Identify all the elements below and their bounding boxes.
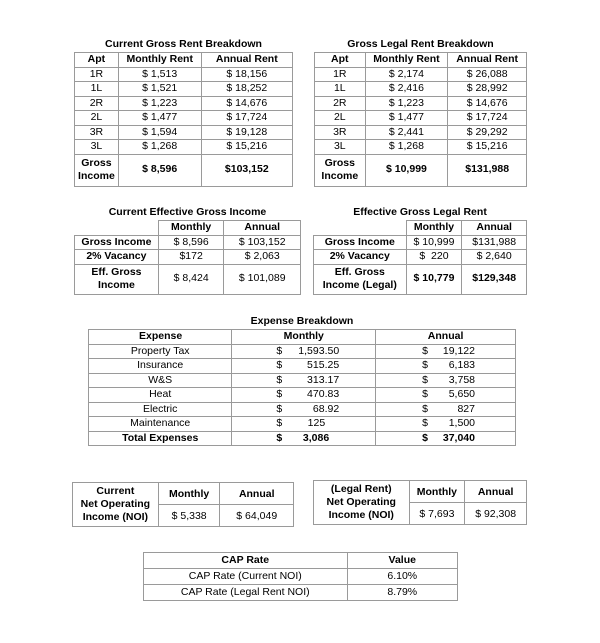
table-row	[75, 140, 293, 155]
column-header: Annual Rent	[201, 53, 292, 68]
amount: 827	[457, 402, 475, 415]
total-expenses-label: Total Expenses	[89, 431, 232, 446]
gross-income-annual: $131,988	[448, 154, 527, 186]
gross-income-label-line: Income	[321, 170, 359, 182]
annual-cell: $ 29,292	[448, 125, 527, 140]
annual-cell	[376, 373, 516, 388]
currency-symbol: $	[276, 359, 283, 371]
table-row	[314, 235, 527, 250]
currency-symbol: $	[276, 417, 283, 429]
table-row	[144, 585, 458, 601]
apt-cell: 2R	[315, 96, 366, 111]
column-header: Annual Rent	[448, 53, 527, 68]
monthly-cell: $ 220	[406, 250, 462, 265]
cap-rate-label: CAP Rate (Current NOI)	[144, 569, 348, 585]
apt-cell: 1R	[315, 67, 366, 82]
column-header: Annual	[224, 221, 301, 236]
annual-cell: $ 15,216	[448, 140, 527, 155]
gross-income-label	[75, 154, 119, 186]
currency-symbol: $	[422, 417, 429, 429]
cap-rate-value: 6.10%	[347, 569, 457, 585]
noi-label	[314, 481, 410, 525]
annual-cell	[376, 417, 516, 432]
amount: 1,593.50	[298, 344, 340, 357]
cap-rate-table	[143, 552, 458, 601]
annual-cell	[376, 359, 516, 374]
expense-name: Insurance	[89, 359, 232, 374]
monthly-cell: $172	[158, 250, 224, 265]
annual-cell: $ 28,992	[448, 82, 527, 97]
table-row	[314, 481, 527, 503]
current-gross-rent-section	[74, 38, 293, 187]
annual-cell: $ 101,089	[224, 264, 301, 294]
table-header-row	[75, 221, 301, 236]
expense-table	[88, 329, 516, 446]
noi-label	[73, 483, 159, 527]
expense-name: Maintenance	[89, 417, 232, 432]
gross-income-row	[315, 154, 527, 186]
gross-income-monthly: $ 8,596	[118, 154, 201, 186]
row-label: 2% Vacancy	[75, 250, 159, 265]
table-header-row	[89, 330, 516, 345]
apt-cell: 2R	[75, 96, 119, 111]
annual-cell	[376, 431, 516, 446]
currency-symbol: $	[422, 431, 429, 444]
column-header: Value	[347, 553, 457, 569]
current-egi-table	[74, 220, 301, 295]
gross-income-row	[75, 154, 293, 186]
annual-cell: $131,988	[462, 235, 527, 250]
annual-cell	[376, 344, 516, 359]
current-noi-section	[72, 482, 294, 527]
noi-label-line: Income (NOI)	[82, 511, 149, 523]
table-row	[75, 82, 293, 97]
amount: 37,040	[442, 431, 475, 444]
row-label	[314, 264, 407, 294]
annual-cell	[376, 402, 516, 417]
row-label: Gross Income	[75, 235, 159, 250]
cap-rate-label: CAP Rate (Legal Rent NOI)	[144, 585, 348, 601]
column-header: Monthly	[409, 481, 465, 503]
expense-name: W&S	[89, 373, 232, 388]
row-label: Gross Income	[314, 235, 407, 250]
currency-symbol: $	[276, 388, 283, 400]
expense-name: Electric	[89, 402, 232, 417]
noi-label-line: (Legal Rent)	[330, 483, 392, 495]
monthly-cell	[232, 417, 376, 432]
annual-cell: $ 19,128	[201, 125, 292, 140]
monthly-cell	[232, 402, 376, 417]
table-row	[75, 125, 293, 140]
currency-symbol: $	[276, 402, 283, 415]
table-row	[75, 235, 301, 250]
annual-cell: $ 103,152	[224, 235, 301, 250]
column-header: Monthly	[158, 483, 220, 505]
annual-cell: $ 15,216	[201, 140, 292, 155]
legal-noi-section	[313, 480, 527, 525]
monthly-cell: $ 2,416	[365, 82, 448, 97]
table-row	[73, 483, 294, 505]
column-header: Apt	[75, 53, 119, 68]
column-header: Annual	[465, 481, 527, 503]
row-label	[75, 264, 159, 294]
apt-cell: 2L	[315, 111, 366, 126]
gross-income-label-line: Gross	[81, 156, 112, 169]
column-header: Monthly Rent	[118, 53, 201, 68]
table-row	[89, 373, 516, 388]
expense-name: Heat	[89, 388, 232, 403]
monthly-cell	[232, 359, 376, 374]
amount: 313.17	[307, 373, 340, 386]
monthly-cell: $ 2,174	[365, 67, 448, 82]
annual-cell: $ 17,724	[201, 111, 292, 126]
table-row	[315, 82, 527, 97]
amount: 3,758	[448, 373, 475, 386]
monthly-cell	[232, 344, 376, 359]
current-gross-rent-table	[74, 52, 293, 187]
amount: 5,650	[448, 388, 475, 400]
table-row	[75, 111, 293, 126]
annual-cell: $ 17,724	[448, 111, 527, 126]
amount: 6,183	[448, 359, 475, 371]
annual-cell: $ 26,088	[448, 67, 527, 82]
annual-cell: $ 18,252	[201, 82, 292, 97]
currency-symbol: $	[276, 344, 283, 357]
row-label-line: Eff. Gross	[91, 265, 142, 278]
gross-income-annual: $103,152	[201, 154, 292, 186]
legal-egi-title: Effective Gross Legal Rent	[353, 206, 487, 218]
apt-cell: 1L	[315, 82, 366, 97]
apt-cell: 3R	[315, 125, 366, 140]
column-header: Annual	[462, 221, 527, 236]
monthly-cell	[232, 388, 376, 403]
current-egi-section	[74, 206, 301, 295]
column-header: Annual	[220, 483, 294, 505]
annual-cell: $ 18,156	[201, 67, 292, 82]
table-row	[75, 96, 293, 111]
noi-label-line: Net Operating	[326, 496, 396, 508]
table-row	[315, 96, 527, 111]
noi-label-line: Net Operating	[80, 498, 151, 510]
currency-symbol: $	[422, 388, 429, 400]
empty-header-cell	[314, 221, 407, 236]
monthly-cell: $ 1,594	[118, 125, 201, 140]
table-row	[75, 67, 293, 82]
amount: 515.25	[307, 359, 340, 371]
empty-header-cell	[75, 221, 159, 236]
expense-section	[88, 315, 516, 446]
currency-symbol: $	[422, 373, 429, 386]
legal-egi-table	[313, 220, 527, 295]
monthly-cell: $ 8,424	[158, 264, 224, 294]
column-header: Annual	[376, 330, 516, 345]
apt-cell: 2L	[75, 111, 119, 126]
column-header: Monthly	[232, 330, 376, 345]
current-egi-title: Current Effective Gross Income	[108, 206, 267, 218]
legal-noi-table	[313, 480, 527, 525]
monthly-cell: $ 2,441	[365, 125, 448, 140]
table-row	[89, 417, 516, 432]
monthly-cell: $ 1,477	[365, 111, 448, 126]
table-row	[144, 569, 458, 585]
noi-label-line: Income (NOI)	[328, 509, 394, 521]
currency-symbol: $	[422, 402, 429, 415]
legal-gross-rent-title: Gross Legal Rent Breakdown	[347, 38, 494, 50]
monthly-cell: $ 1,521	[118, 82, 201, 97]
amount: 1,500	[448, 417, 475, 429]
row-label-line: Income	[98, 279, 135, 291]
annual-cell: $ 2,640	[462, 250, 527, 265]
table-row	[89, 359, 516, 374]
monthly-cell	[232, 373, 376, 388]
table-row	[315, 67, 527, 82]
monthly-cell: $ 1,513	[118, 67, 201, 82]
cap-rate-value: 8.79%	[347, 585, 457, 601]
amount: 125	[307, 417, 326, 429]
table-row	[89, 388, 516, 403]
currency-symbol: $	[276, 373, 283, 386]
current-gross-rent-title: Current Gross Rent Breakdown	[105, 38, 262, 50]
currency-symbol: $	[422, 344, 429, 357]
gross-income-label	[315, 154, 366, 186]
monthly-cell: $ 10,779	[406, 264, 462, 294]
currency-symbol: $	[276, 431, 283, 444]
row-label-line: Income (Legal)	[322, 279, 397, 291]
currency-symbol: $	[422, 359, 429, 371]
monthly-cell: $ 1,268	[118, 140, 201, 155]
column-header: Expense	[89, 330, 232, 345]
legal-egi-section	[313, 206, 527, 295]
gross-income-label-line: Income	[78, 170, 115, 182]
monthly-cell: $ 1,477	[118, 111, 201, 126]
table-row	[75, 250, 301, 265]
apt-cell: 3L	[315, 140, 366, 155]
annual-cell: $ 2,063	[224, 250, 301, 265]
column-header: Apt	[315, 53, 366, 68]
column-header: Monthly Rent	[365, 53, 448, 68]
gross-income-label-line: Gross	[324, 156, 355, 169]
column-header: Monthly	[406, 221, 462, 236]
noi-monthly: $ 5,338	[158, 505, 220, 527]
amount: 3,086	[302, 431, 330, 444]
monthly-cell: $ 10,999	[406, 235, 462, 250]
noi-label-line: Current	[96, 485, 135, 497]
cap-rate-section	[143, 552, 458, 601]
table-header-row	[75, 53, 293, 68]
apt-cell: 1R	[75, 67, 119, 82]
expense-name: Property Tax	[89, 344, 232, 359]
table-header-row	[314, 221, 527, 236]
effective-gross-row	[314, 264, 527, 294]
annual-cell: $129,348	[462, 264, 527, 294]
gross-income-monthly: $ 10,999	[365, 154, 448, 186]
legal-gross-rent-table	[314, 52, 527, 187]
noi-monthly: $ 7,693	[409, 503, 465, 525]
table-row	[315, 125, 527, 140]
monthly-cell: $ 1,223	[118, 96, 201, 111]
table-header-row	[315, 53, 527, 68]
noi-annual: $ 92,308	[465, 503, 527, 525]
row-label: 2% Vacancy	[314, 250, 407, 265]
current-noi-table	[72, 482, 294, 527]
monthly-cell: $ 1,223	[365, 96, 448, 111]
apt-cell: 3R	[75, 125, 119, 140]
expense-title: Expense Breakdown	[250, 315, 354, 327]
noi-annual: $ 64,049	[220, 505, 294, 527]
amount: 470.83	[307, 388, 340, 400]
table-row	[315, 140, 527, 155]
table-row	[315, 111, 527, 126]
monthly-cell: $ 8,596	[158, 235, 224, 250]
table-row	[89, 344, 516, 359]
monthly-cell	[232, 431, 376, 446]
total-expenses-row	[89, 431, 516, 446]
table-header-row	[144, 553, 458, 569]
column-header: Monthly	[158, 221, 224, 236]
monthly-cell: $ 1,268	[365, 140, 448, 155]
row-label-line: Eff. Gross	[334, 265, 385, 278]
table-row	[314, 250, 527, 265]
legal-gross-rent-section	[314, 38, 527, 187]
amount: 19,122	[442, 344, 475, 357]
annual-cell	[376, 388, 516, 403]
apt-cell: 3L	[75, 140, 119, 155]
table-row	[89, 402, 516, 417]
effective-gross-row	[75, 264, 301, 294]
apt-cell: 1L	[75, 82, 119, 97]
column-header: CAP Rate	[144, 553, 348, 569]
amount: 68.92	[312, 402, 340, 415]
annual-cell: $ 14,676	[448, 96, 527, 111]
annual-cell: $ 14,676	[201, 96, 292, 111]
